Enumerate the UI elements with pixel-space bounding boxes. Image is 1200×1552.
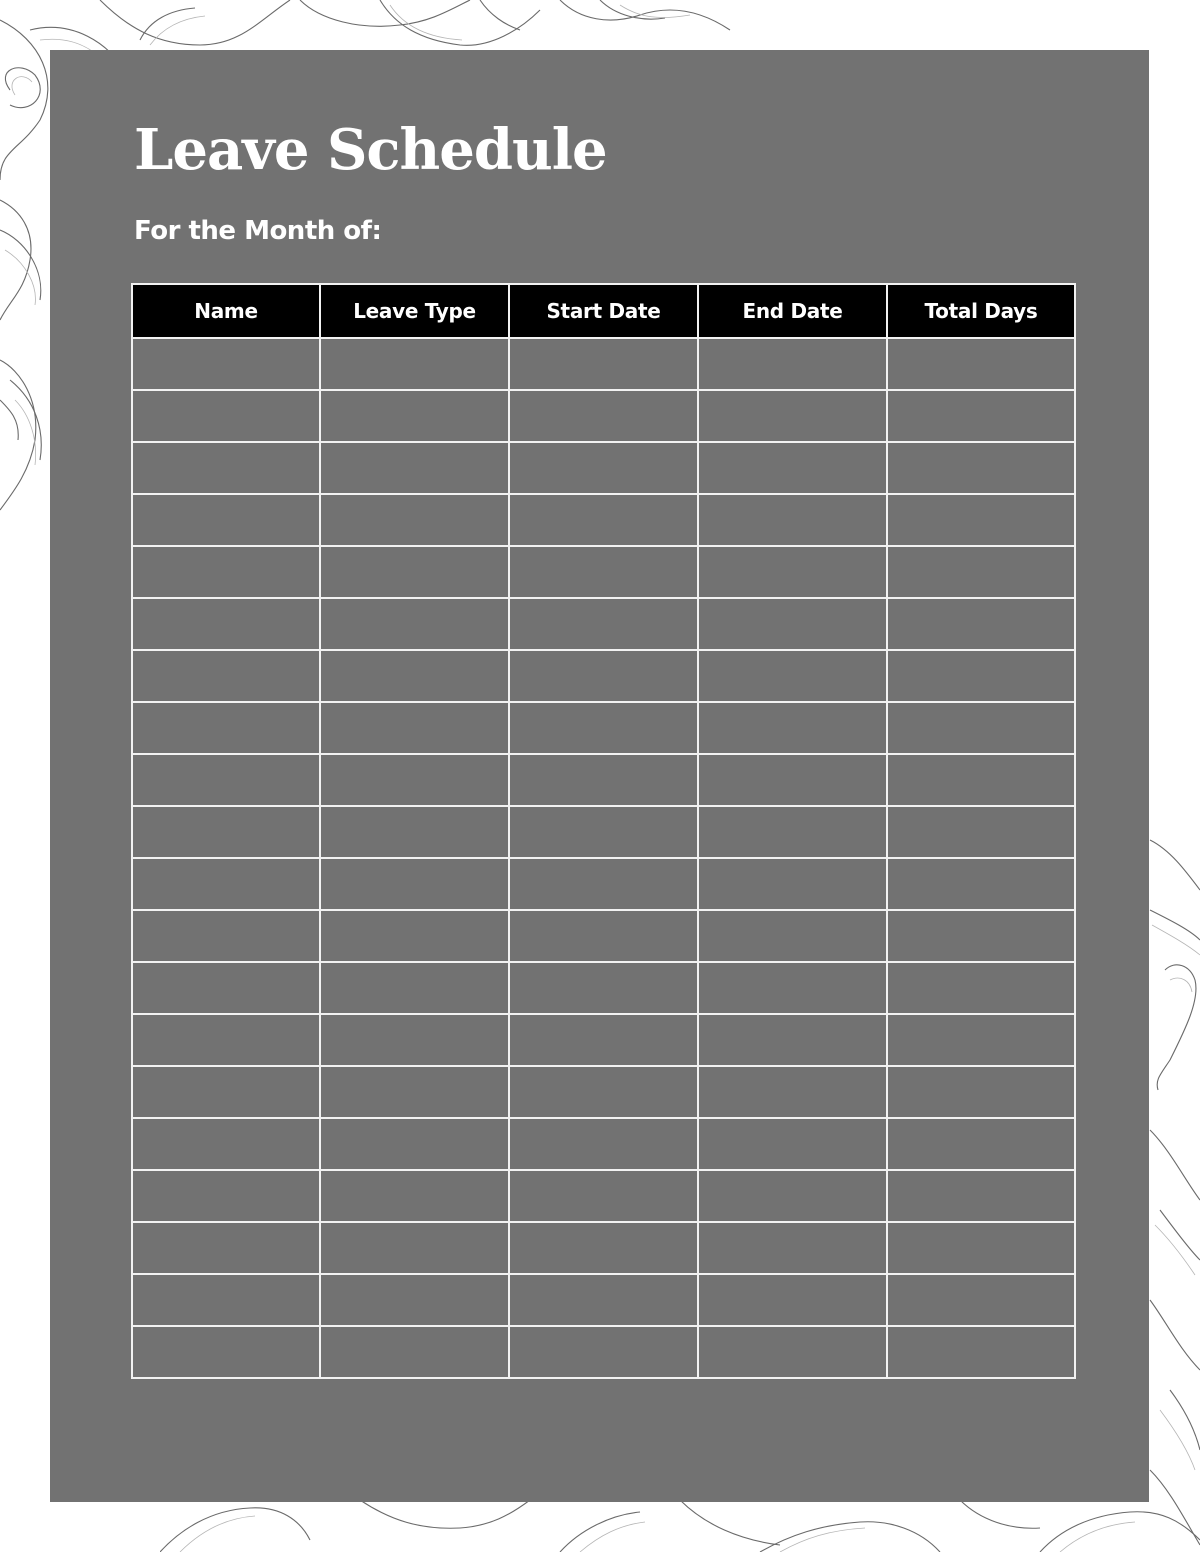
- cell-total-days[interactable]: [887, 702, 1075, 754]
- cell-end-date[interactable]: [698, 1326, 887, 1378]
- cell-end-date[interactable]: [698, 494, 887, 546]
- cell-start-date[interactable]: [509, 442, 698, 494]
- cell-leave-type[interactable]: [320, 806, 509, 858]
- table-row: [132, 598, 1075, 650]
- table-row: [132, 1274, 1075, 1326]
- cell-total-days[interactable]: [887, 858, 1075, 910]
- cell-name[interactable]: [132, 598, 320, 650]
- cell-leave-type[interactable]: [320, 546, 509, 598]
- cell-total-days[interactable]: [887, 390, 1075, 442]
- table-row: [132, 650, 1075, 702]
- column-header-total-days: Total Days: [887, 284, 1075, 338]
- table-row: [132, 494, 1075, 546]
- table-row: [132, 442, 1075, 494]
- cell-start-date[interactable]: [509, 546, 698, 598]
- cell-leave-type[interactable]: [320, 858, 509, 910]
- cell-total-days[interactable]: [887, 1118, 1075, 1170]
- cell-name[interactable]: [132, 442, 320, 494]
- column-header-name: Name: [132, 284, 320, 338]
- cell-total-days[interactable]: [887, 338, 1075, 390]
- cell-start-date[interactable]: [509, 1014, 698, 1066]
- cell-name[interactable]: [132, 702, 320, 754]
- document-panel: [50, 50, 1149, 1502]
- cell-name[interactable]: [132, 546, 320, 598]
- cell-leave-type[interactable]: [320, 1326, 509, 1378]
- cell-total-days[interactable]: [887, 494, 1075, 546]
- cell-start-date[interactable]: [509, 702, 698, 754]
- cell-leave-type[interactable]: [320, 962, 509, 1014]
- table-row: [132, 546, 1075, 598]
- cell-leave-type[interactable]: [320, 494, 509, 546]
- cell-name[interactable]: [132, 754, 320, 806]
- cell-name[interactable]: [132, 962, 320, 1014]
- cell-total-days[interactable]: [887, 1326, 1075, 1378]
- cell-end-date[interactable]: [698, 806, 887, 858]
- cell-start-date[interactable]: [509, 494, 698, 546]
- cell-name[interactable]: [132, 1014, 320, 1066]
- table-header-row: [132, 284, 1075, 338]
- cell-name[interactable]: [132, 1066, 320, 1118]
- cell-end-date[interactable]: [698, 598, 887, 650]
- cell-start-date[interactable]: [509, 806, 698, 858]
- cell-start-date[interactable]: [509, 858, 698, 910]
- cell-leave-type[interactable]: [320, 910, 509, 962]
- cell-total-days[interactable]: [887, 1170, 1075, 1222]
- cell-leave-type[interactable]: [320, 1170, 509, 1222]
- cell-name[interactable]: [132, 1170, 320, 1222]
- cell-total-days[interactable]: [887, 650, 1075, 702]
- cell-name[interactable]: [132, 1222, 320, 1274]
- cell-leave-type[interactable]: [320, 650, 509, 702]
- lily-line-art-icon: [1140, 830, 1200, 1552]
- cell-total-days[interactable]: [887, 598, 1075, 650]
- table-row: [132, 806, 1075, 858]
- table-row: [132, 390, 1075, 442]
- cell-leave-type[interactable]: [320, 1118, 509, 1170]
- cell-end-date[interactable]: [698, 1274, 887, 1326]
- table-row: [132, 754, 1075, 806]
- cell-name[interactable]: [132, 650, 320, 702]
- cell-name[interactable]: [132, 390, 320, 442]
- cell-start-date[interactable]: [509, 338, 698, 390]
- cell-total-days[interactable]: [887, 442, 1075, 494]
- cell-end-date[interactable]: [698, 1222, 887, 1274]
- cell-end-date[interactable]: [698, 650, 887, 702]
- cell-leave-type[interactable]: [320, 702, 509, 754]
- table-row: [132, 910, 1075, 962]
- table-row: [132, 858, 1075, 910]
- cell-start-date[interactable]: [509, 910, 698, 962]
- cell-start-date[interactable]: [509, 1066, 698, 1118]
- cell-leave-type[interactable]: [320, 1222, 509, 1274]
- cell-name[interactable]: [132, 1274, 320, 1326]
- cell-end-date[interactable]: [698, 546, 887, 598]
- cell-total-days[interactable]: [887, 962, 1075, 1014]
- table-row: [132, 1326, 1075, 1378]
- table-row: [132, 1222, 1075, 1274]
- cell-end-date[interactable]: [698, 702, 887, 754]
- cell-start-date[interactable]: [509, 754, 698, 806]
- cell-total-days[interactable]: [887, 546, 1075, 598]
- cell-start-date[interactable]: [509, 650, 698, 702]
- cell-total-days[interactable]: [887, 754, 1075, 806]
- table-row: [132, 338, 1075, 390]
- table-row: [132, 1066, 1075, 1118]
- cell-leave-type[interactable]: [320, 338, 509, 390]
- cell-leave-type[interactable]: [320, 1014, 509, 1066]
- cell-start-date[interactable]: [509, 1222, 698, 1274]
- cell-start-date[interactable]: [509, 962, 698, 1014]
- cell-total-days[interactable]: [887, 1014, 1075, 1066]
- cell-end-date[interactable]: [698, 962, 887, 1014]
- cell-end-date[interactable]: [698, 1066, 887, 1118]
- cell-leave-type[interactable]: [320, 442, 509, 494]
- table-row: [132, 962, 1075, 1014]
- table-body: [132, 338, 1075, 1378]
- cell-end-date[interactable]: [698, 390, 887, 442]
- cell-name[interactable]: [132, 910, 320, 962]
- table-row: [132, 702, 1075, 754]
- cell-end-date[interactable]: [698, 1118, 887, 1170]
- page-title: Leave Schedule: [134, 117, 607, 183]
- cell-name[interactable]: [132, 1326, 320, 1378]
- cell-leave-type[interactable]: [320, 754, 509, 806]
- cell-end-date[interactable]: [698, 1170, 887, 1222]
- cell-end-date[interactable]: [698, 754, 887, 806]
- cell-total-days[interactable]: [887, 1274, 1075, 1326]
- cell-leave-type[interactable]: [320, 390, 509, 442]
- leave-schedule-table: [131, 283, 1076, 1379]
- cell-total-days[interactable]: [887, 806, 1075, 858]
- cell-start-date[interactable]: [509, 1274, 698, 1326]
- table-row: [132, 1014, 1075, 1066]
- cell-end-date[interactable]: [698, 338, 887, 390]
- cell-start-date[interactable]: [509, 1326, 698, 1378]
- cell-leave-type[interactable]: [320, 1066, 509, 1118]
- floral-decoration-right: [1140, 830, 1200, 1552]
- cell-name[interactable]: [132, 858, 320, 910]
- cell-end-date[interactable]: [698, 910, 887, 962]
- lily-line-art-icon: [160, 1500, 1200, 1552]
- table-row: [132, 1118, 1075, 1170]
- cell-leave-type[interactable]: [320, 598, 509, 650]
- table-row: [132, 1170, 1075, 1222]
- cell-total-days[interactable]: [887, 1066, 1075, 1118]
- column-header-start-date: Start Date: [509, 284, 698, 338]
- cell-start-date[interactable]: [509, 390, 698, 442]
- cell-name[interactable]: [132, 1118, 320, 1170]
- cell-name[interactable]: [132, 806, 320, 858]
- cell-leave-type[interactable]: [320, 1274, 509, 1326]
- cell-start-date[interactable]: [509, 1118, 698, 1170]
- floral-decoration-bottom: [160, 1500, 1200, 1552]
- column-header-end-date: End Date: [698, 284, 887, 338]
- cell-start-date[interactable]: [509, 1170, 698, 1222]
- cell-start-date[interactable]: [509, 598, 698, 650]
- cell-end-date[interactable]: [698, 442, 887, 494]
- cell-name[interactable]: [132, 338, 320, 390]
- cell-name[interactable]: [132, 494, 320, 546]
- column-header-leave-type: Leave Type: [320, 284, 509, 338]
- cell-end-date[interactable]: [698, 858, 887, 910]
- cell-total-days[interactable]: [887, 910, 1075, 962]
- cell-total-days[interactable]: [887, 1222, 1075, 1274]
- cell-end-date[interactable]: [698, 1014, 887, 1066]
- month-label: For the Month of:: [134, 216, 382, 246]
